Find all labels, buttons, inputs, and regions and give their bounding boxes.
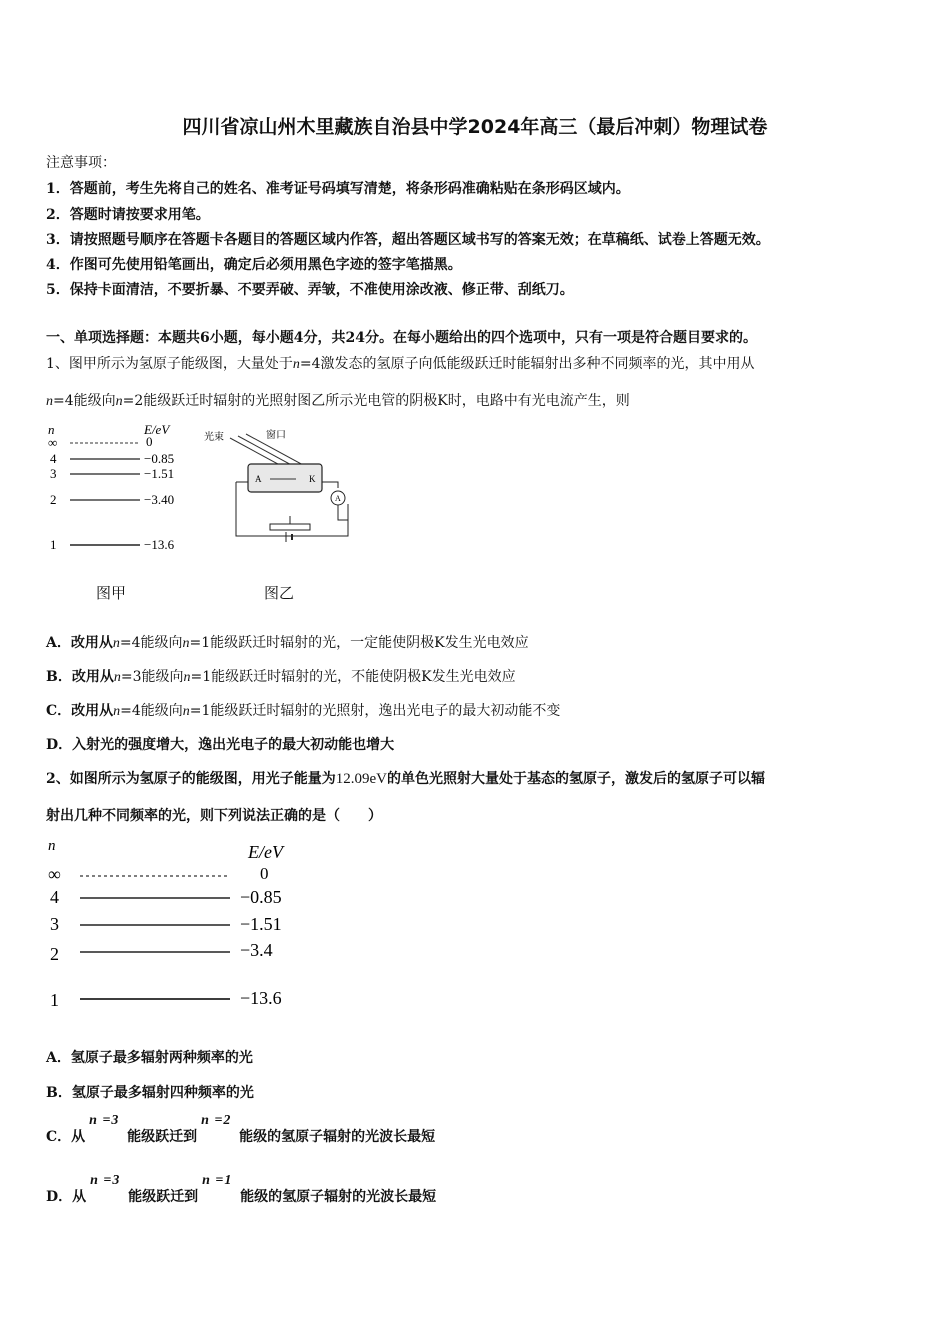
light-beam-label: 光束 xyxy=(204,432,224,443)
q1-phototube-circuit xyxy=(200,424,360,564)
q2-option-b: B．氢原子最多辐射四种频率的光 xyxy=(46,1085,254,1101)
q2-option-c: C．从 n =3 能级跃迁到 n =2 能级的氢原子辐射的光波长最短 xyxy=(46,1113,436,1145)
circuit-wire xyxy=(330,482,338,488)
e-axis-label: E/eV xyxy=(144,422,170,437)
notice-item: 5．保持卡面清洁，不要折暴、不要弄破、弄皱，不准使用涂改液、修正带、刮纸刀。 xyxy=(46,282,574,298)
level-n: 3 xyxy=(50,466,57,481)
q1-stem-line1: 1、图甲所示为氢原子能级图，大量处于n=4激发态的氢原子向低能级跃迁时能辐射出多种不同频率的光，其中用从 xyxy=(46,356,755,372)
level-e: 0 xyxy=(146,434,153,449)
ammeter-label: A xyxy=(335,494,341,503)
q2-energy-level-diagram xyxy=(40,834,320,1014)
q1-stem-line2: n=4能级向n=2能级跃迁时辐射的光照射图乙所示光电管的阴极K时，电路中有光电流产生，则 xyxy=(46,393,630,409)
q1-energy-level-diagram xyxy=(40,418,200,563)
level-e: −1.51 xyxy=(240,914,282,934)
level-n: ∞ xyxy=(48,435,58,450)
q1-option-b: B．改用从n=3能级向n=1能级跃迁时辐射的光，不能使阴极K发生光电效应 xyxy=(46,669,516,685)
level-n: 4 xyxy=(50,887,59,907)
level-n: 2 xyxy=(50,492,57,507)
n-axis-label: n xyxy=(48,838,56,854)
notice-item: 1．答题前，考生先将自己的姓名、准考证号码填写清楚，将条形码准确粘贴在条形码区域内。 xyxy=(46,181,630,197)
level-e: −0.85 xyxy=(144,451,175,466)
level-n: 1 xyxy=(50,990,59,1010)
level-e: 0 xyxy=(260,864,269,883)
level-n: 4 xyxy=(50,451,57,466)
q1-option-a: A．改用从n=4能级向n=1能级跃迁时辐射的光，一定能使阴极K发生光电效应 xyxy=(46,635,529,651)
anode-label: A xyxy=(255,474,262,484)
q1-option-d: D．入射光的强度增大，逸出光电子的最大初动能也增大 xyxy=(46,737,395,753)
level-e: −13.6 xyxy=(144,537,175,552)
q2-stem-line1: 2、如图所示为氢原子的能级图，用光子能量为12.09eV的单色光照射大量处于基态的氢原子，激发后的氢原子可以辐 xyxy=(46,771,765,787)
level-e: −1.51 xyxy=(144,466,175,481)
e-axis-label: E/eV xyxy=(248,842,283,862)
level-e: −13.6 xyxy=(240,988,282,1008)
cathode-label: K xyxy=(309,474,316,484)
level-n: ∞ xyxy=(48,864,61,884)
figure-caption-b: 图乙 xyxy=(264,584,295,602)
q1-option-c: C．改用从n=4能级向n=1能级跃迁时辐射的光照射，逸出光电子的最大初动能不变 xyxy=(46,703,561,719)
circuit-wire xyxy=(338,505,348,520)
window-label: 窗口 xyxy=(266,430,286,441)
n-axis-label: n xyxy=(48,422,55,437)
level-e: −3.4 xyxy=(240,940,273,960)
notice-item: 3．请按照题号顺序在答题卡各题目的答题区域内作答，超出答题区域书写的答案无效；在草稿纸、试卷上答题无效。 xyxy=(46,232,770,248)
q2-option-d: D．从 n =3 能级跃迁到 n =1 能级的氢原子辐射的光波长最短 xyxy=(46,1173,437,1205)
page-title: 四川省凉山州木里藏族自治县中学2024年高三（最后冲刺）物理试卷 xyxy=(182,116,768,138)
level-e: −0.85 xyxy=(240,887,282,907)
q2-option-a: A．氢原子最多辐射两种频率的光 xyxy=(46,1050,253,1066)
level-n: 1 xyxy=(50,537,57,552)
figure-caption-a: 图甲 xyxy=(96,584,127,602)
level-n: 2 xyxy=(50,944,59,964)
level-n: 3 xyxy=(50,914,59,934)
q2-stem-line2: 射出几种不同频率的光，则下列说法正确的是（ ） xyxy=(46,808,382,824)
rheostat xyxy=(270,524,310,530)
notice-heading: 注意事项： xyxy=(46,155,116,171)
section-heading: 一、单项选择题：本题共6小题，每小题4分，共24分。在每小题给出的四个选项中，只有一项是符合题目要求的。 xyxy=(46,330,757,346)
notice-item: 2．答题时请按要求用笔。 xyxy=(46,207,210,223)
notice-item: 4．作图可先使用铅笔画出，确定后必须用黑色字迹的签字笔描黑。 xyxy=(46,257,462,273)
level-e: −3.40 xyxy=(144,492,175,507)
